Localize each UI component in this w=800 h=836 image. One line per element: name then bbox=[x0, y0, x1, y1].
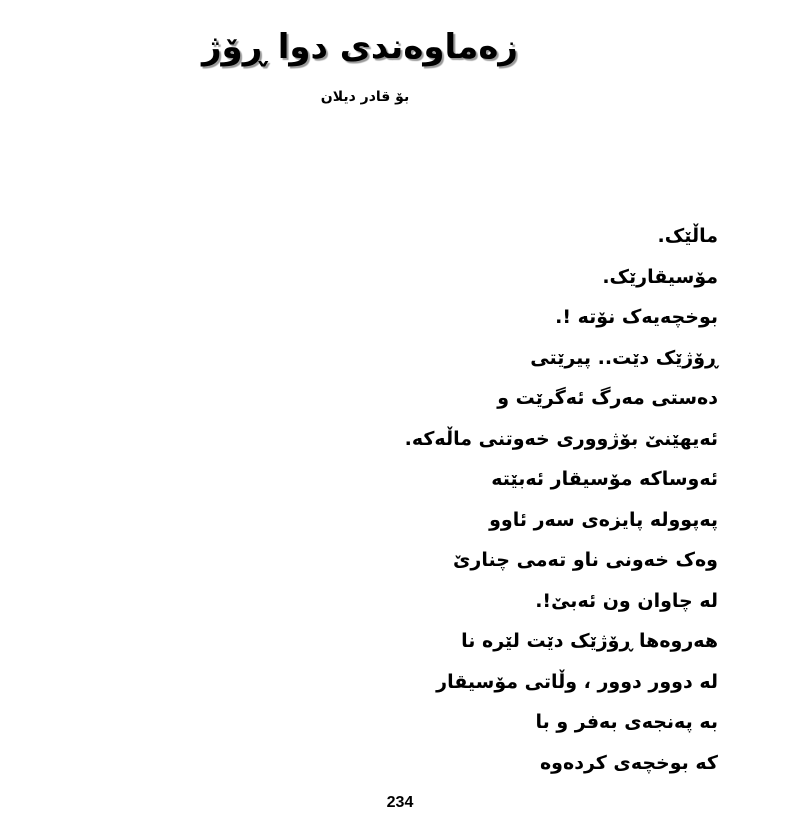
poem-line: بوخچەیەک نۆتە !. bbox=[555, 306, 718, 328]
poem-line: پەپوولە پایزەی سەر ئاوو bbox=[489, 508, 718, 531]
poem-title: زەماوەندی دوا ڕۆژ bbox=[201, 27, 518, 67]
poem-line: هەروەها ڕۆژێک دێت لێرە نا bbox=[461, 630, 718, 652]
poem-line: وەک خەونی ناو تەمی چنارێ bbox=[453, 549, 718, 571]
poem-line: ماڵێک. bbox=[657, 225, 718, 247]
poem-line: لە چاوان ون ئەبێ!. bbox=[535, 589, 718, 612]
poem-line: کە بوخچەی کردەوە bbox=[539, 751, 718, 774]
poem-line: مۆسیقارێک. bbox=[602, 265, 718, 288]
poem-line: ڕۆژێک دێت.. پیرێتی bbox=[530, 346, 718, 369]
page-number: 234 bbox=[386, 794, 414, 811]
poem-line: ئەیهێنێ بۆژووری خەوتنی ماڵەکە. bbox=[404, 427, 718, 450]
poem-dedication: بۆ قادر دیلان bbox=[320, 89, 410, 105]
poem-line: بە پەنجەی بەفر و با bbox=[535, 711, 718, 733]
poem-line: دەستی مەرگ ئەگرێت و bbox=[497, 387, 718, 409]
poem-line: ئەوساکە مۆسیقار ئەبێتە bbox=[491, 468, 718, 490]
poem-body bbox=[318, 219, 718, 786]
poem-line: لە دوور دوور ، وڵاتی مۆسیقار bbox=[436, 670, 718, 693]
